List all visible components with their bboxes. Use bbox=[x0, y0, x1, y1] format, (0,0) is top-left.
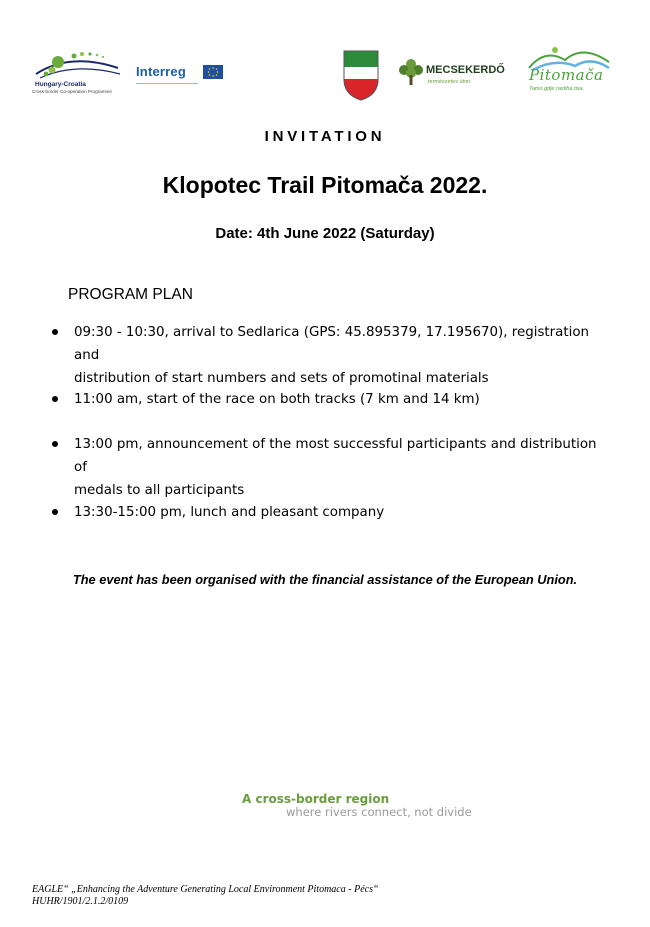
program-item bbox=[52, 388, 612, 411]
bullet-icon bbox=[52, 396, 58, 402]
interreg-logo bbox=[136, 62, 226, 86]
program-item-line2: distribution of start numbers and sets of promotinal materials bbox=[74, 371, 489, 386]
invitation-label: INVITATION bbox=[264, 128, 386, 145]
eu-flag-icon bbox=[203, 65, 223, 79]
program-item-line1: 13:00 pm, announcement of the most successful participants and distribution of bbox=[74, 437, 597, 475]
mecsekerdo-logo bbox=[398, 55, 513, 89]
hungary-croatia-subtitle: Cross-border Co-operation Programme bbox=[32, 89, 112, 94]
hungary-croatia-title: Hungary-Croatia bbox=[35, 81, 86, 88]
event-date: Date: 4th June 2022 (Saturday) bbox=[215, 225, 435, 242]
bullet-icon bbox=[52, 329, 58, 335]
program-item-line1: 09:30 - 10:30, arrival to Sedlarica (GPS: 45.895379, 17.195670), registration and bbox=[74, 325, 590, 363]
program-item bbox=[52, 433, 612, 502]
project-footer bbox=[32, 884, 379, 908]
interreg-wordmark: Interreg bbox=[136, 64, 187, 79]
bullet-icon bbox=[52, 509, 58, 515]
coat-of-arms-logo bbox=[342, 49, 380, 101]
program-plan-heading: PROGRAM PLAN bbox=[68, 286, 193, 303]
hungary-croatia-logo bbox=[30, 48, 130, 98]
coat-of-arms-icon bbox=[342, 49, 380, 101]
funding-note: The event has been organised with the financial assistance of the European Union. bbox=[72, 572, 578, 587]
cross-border-region: A cross-border region bbox=[242, 792, 390, 806]
footer-project-code: HUHR/1901/2.1.2/0109 bbox=[32, 896, 129, 907]
mecsekerdo-wordmark: MECSEKERDŐ bbox=[426, 64, 505, 76]
pitomaca-logo bbox=[525, 42, 613, 100]
bullet-icon bbox=[52, 441, 58, 447]
program-item-line1: 11:00 am, start of the race on both tracks (7 km and 14 km) bbox=[74, 392, 480, 407]
program-item-line1: 13:30-15:00 pm, lunch and pleasant company bbox=[74, 505, 385, 520]
interreg-underline bbox=[136, 83, 198, 84]
footer-project-name: EAGLE“ „Enhancing the Adventure Generating Local Environment Pitomaca - Pécs“ bbox=[32, 884, 379, 895]
hungary-croatia-swoosh-icon bbox=[30, 48, 130, 82]
tree-icon bbox=[398, 57, 424, 87]
cross-border-tagline: where rivers connect, not divide bbox=[286, 805, 472, 819]
page-title: Klopotec Trail Pitomača 2022. bbox=[162, 172, 488, 198]
pitomaca-subtitle: Tamo gdje rastiha tisa bbox=[529, 86, 583, 92]
program-item-line2: medals to all participants bbox=[74, 483, 245, 498]
program-item bbox=[52, 501, 612, 524]
mecsekerdo-subtitle: természetes úton bbox=[428, 79, 471, 85]
pitomaca-wordmark: Pitomača bbox=[529, 66, 604, 84]
program-item bbox=[52, 321, 612, 390]
